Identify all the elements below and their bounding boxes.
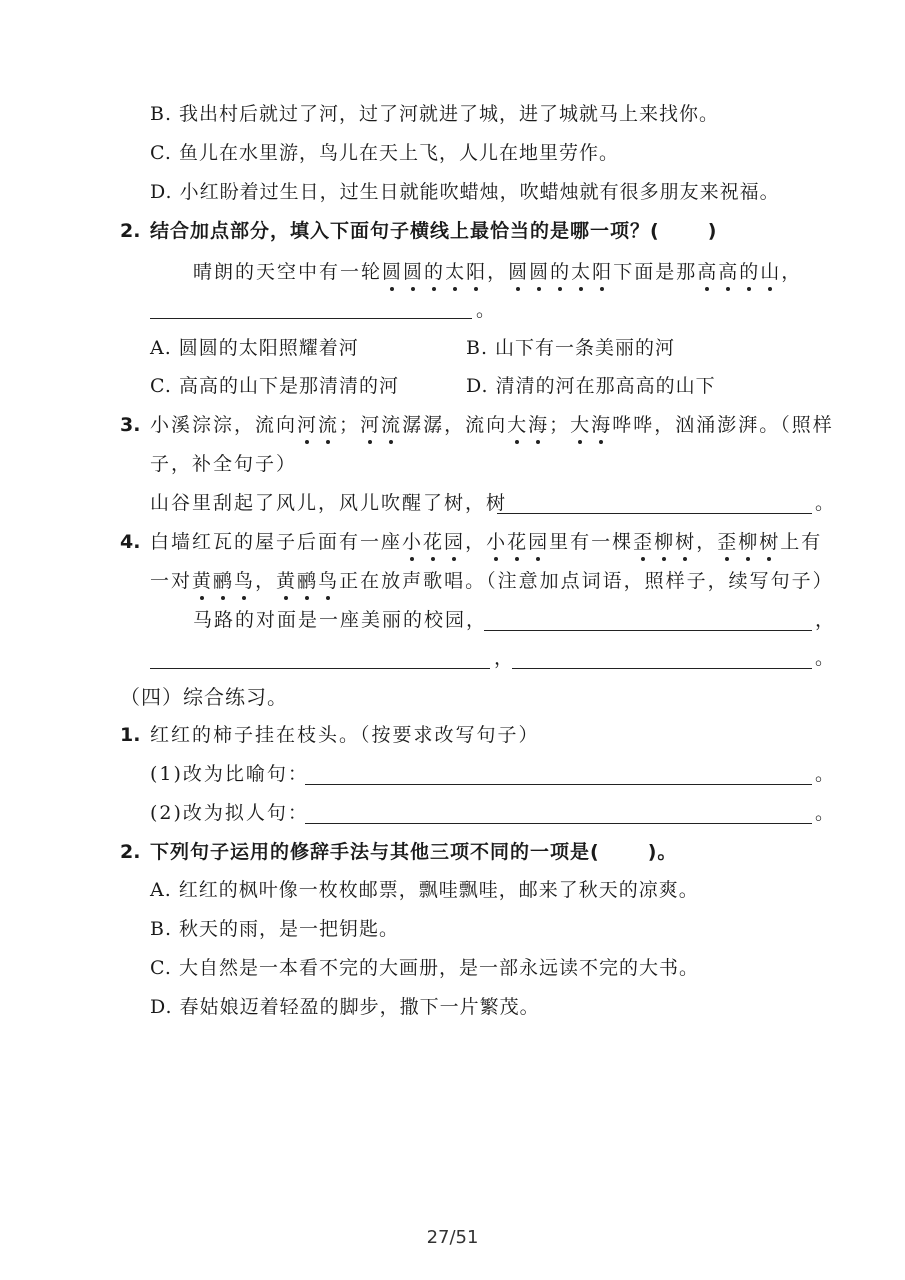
q4-fill-prompt: 马路的对面是一座美丽的校园， (193, 609, 488, 631)
q4-dotted-5: 黄鹂鸟 (192, 570, 255, 592)
q2-option-a: A. 圆圆的太阳照耀着河 (150, 337, 359, 359)
s4q1-sub2-line[interactable] (305, 823, 812, 824)
q3-dotted-1: 河流 (297, 414, 339, 436)
q3-line2: 子，补全句子） (150, 453, 298, 475)
s4q1-text: 1. 红红的柿子挂在枝头。（按要求改写句子） (120, 721, 540, 749)
q4-comma-1: ， (815, 609, 837, 631)
q4-fill-line-3[interactable] (512, 668, 812, 669)
q1-option-b: B. 我出村后就过了河，过了河就进了城，进了城就马上来找你。 (150, 103, 720, 125)
s4q1-sub1-line[interactable] (305, 784, 812, 785)
q4-dotted-3: 歪柳树 (633, 531, 696, 553)
q2-option-d: D. 清清的河在那高高的山下 (466, 375, 716, 397)
s4q1-sub2-label: (2)改为拟人句： (150, 802, 309, 824)
q2-end-mark: 。 (476, 299, 498, 321)
q2-dotted-2: 圆圆的太阳 (508, 261, 613, 283)
q2-dotted-3: 高高的山 (697, 261, 781, 283)
q4-comma-2: ， (494, 647, 516, 669)
q3-dotted-4: 大海 (570, 414, 612, 436)
q1-option-c: C. 鱼儿在水里游，鸟儿在天上飞，人儿在地里劳作。 (150, 142, 619, 164)
s4q1-sub1-end: 。 (815, 763, 837, 785)
section-4-title: （四）综合练习。 (120, 685, 288, 709)
q3-fill-prompt: 山谷里刮起了风儿，风儿吹醒了树，树 (150, 492, 508, 514)
q4-dotted-6: 黄鹂鸟 (276, 570, 339, 592)
s4q2-option-c: C. 大自然是一本看不完的大画册，是一部永远读不完的大书。 (150, 957, 699, 979)
q2-sentence: 晴朗的天空中有一轮圆圆的太阳，圆圆的太阳下面是那高高的山， (193, 258, 802, 286)
q3-dotted-2: 河流 (360, 414, 402, 436)
q2-prompt: 2. 结合加点部分，填入下面句子横线上最恰当的是哪一项？( ) (120, 217, 717, 245)
q2-number: 2. (120, 220, 141, 242)
q4-fill-line-2[interactable] (150, 668, 490, 669)
q4-line2: 一对黄鹂鸟，黄鹂鸟正在放声歌唱。（注意加点词语，照样子，续写句子） (150, 567, 834, 595)
q3-dotted-3: 大海 (507, 414, 549, 436)
q3-text: 3. 小溪淙淙，流向河流；河流潺潺，流向大海；大海哗哗，汹涌澎湃。（照样 (120, 411, 834, 439)
s4q2-option-d: D. 春姑娘迈着轻盈的脚步，撒下一片繁茂。 (150, 996, 540, 1018)
q3-fill-line[interactable] (497, 513, 812, 514)
s4q2-prompt: 2. 下列句子运用的修辞手法与其他三项不同的一项是( )。 (120, 838, 677, 866)
s4q1-number: 1. (120, 724, 141, 746)
q4-fill-line-1[interactable] (484, 630, 812, 631)
q3-number: 3. (120, 414, 141, 436)
q4-text: 4. 白墙红瓦的屋子后面有一座小花园，小花园里有一棵歪柳树，歪柳树上有 (120, 528, 822, 556)
q4-dotted-4: 歪柳树 (717, 531, 780, 553)
s4q2-option-a: A. 红红的枫叶像一枚枚邮票，飘哇飘哇，邮来了秋天的凉爽。 (150, 879, 699, 901)
s4q1-sub1-label: (1)改为比喻句： (150, 763, 309, 785)
q4-number: 4. (120, 531, 141, 553)
q4-dotted-1: 小花园 (402, 531, 465, 553)
q3-end-mark: 。 (815, 492, 837, 514)
s4q2-option-b: B. 秋天的雨，是一把钥匙。 (150, 918, 400, 940)
q1-option-d: D. 小红盼着过生日，过生日就能吹蜡烛，吹蜡烛就有很多朋友来祝福。 (150, 181, 780, 203)
s4q2-number: 2. (120, 841, 141, 863)
q4-end-mark: 。 (815, 647, 837, 669)
q4-dotted-2: 小花园 (486, 531, 549, 553)
q2-dotted-1: 圆圆的太阳 (382, 261, 487, 283)
page-number: 27/51 (426, 1227, 479, 1248)
s4q1-sub2-end: 。 (815, 802, 837, 824)
q2-fill-line[interactable] (150, 318, 472, 319)
q2-option-b: B. 山下有一条美丽的河 (466, 337, 676, 359)
q2-option-c: C. 高高的山下是那清清的河 (150, 375, 399, 397)
